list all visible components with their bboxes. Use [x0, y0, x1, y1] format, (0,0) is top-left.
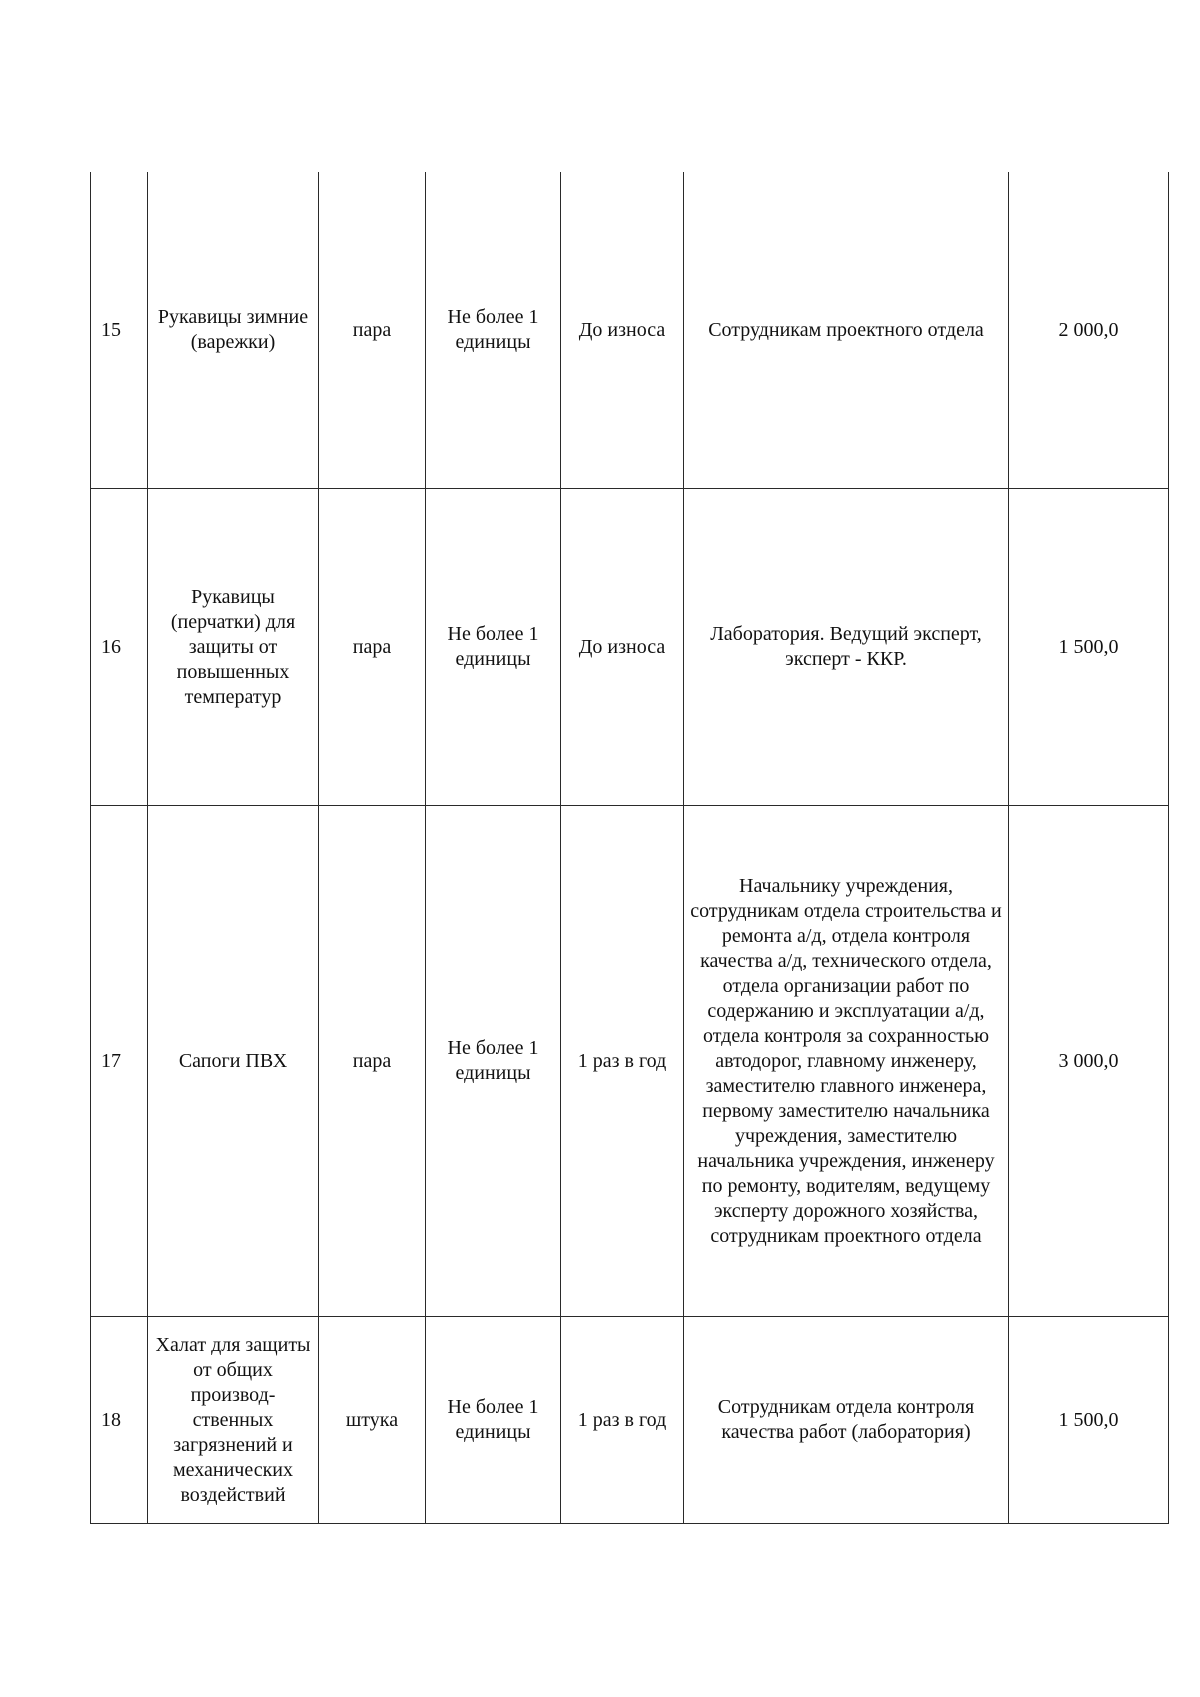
quantity: Не более 1 единицы	[426, 1317, 561, 1524]
price: 2 000,0	[1009, 172, 1169, 489]
table-row	[91, 172, 1169, 489]
wear-term: До износа	[561, 489, 684, 806]
row-number: 15	[91, 172, 148, 489]
price: 3 000,0	[1009, 806, 1169, 1317]
unit: пара	[319, 172, 426, 489]
row-number: 17	[91, 806, 148, 1317]
recipients: Сотрудникам отдела контроля качества работ (лаборатория)	[684, 1317, 1009, 1524]
wear-term: 1 раз в год	[561, 1317, 684, 1524]
price: 1 500,0	[1009, 489, 1169, 806]
quantity: Не более 1 единицы	[426, 806, 561, 1317]
row-number: 16	[91, 489, 148, 806]
item-name: Рукавицы (перчатки) для защиты от повышенных температур	[148, 489, 319, 806]
quantity: Не более 1 единицы	[426, 489, 561, 806]
wear-term: До износа	[561, 172, 684, 489]
table-row	[91, 489, 1169, 806]
quantity: Не более 1 единицы	[426, 172, 561, 489]
ppe-norms-table	[90, 172, 1169, 1524]
table-row	[91, 806, 1169, 1317]
item-name: Сапоги ПВХ	[148, 806, 319, 1317]
unit: пара	[319, 489, 426, 806]
recipients: Начальнику учреждения, сотрудникам отдела строительства и ремонта а/д, отдела контроля качества а/д, технического отдела, отдела организации работ по содержанию и эксплуатации а/д, отдела контроля за сохранностью автодорог, главному инженеру, заместителю главного инженера, первому заместителю начальника учреждения, заместителю начальника учреждения, инженеру по ремонту, водителям, ведущему эксперту дорожного хозяйства, сотрудникам проектного отдела	[684, 806, 1009, 1317]
recipients: Сотрудникам проектного отдела	[684, 172, 1009, 489]
price: 1 500,0	[1009, 1317, 1169, 1524]
row-number: 18	[91, 1317, 148, 1524]
unit: штука	[319, 1317, 426, 1524]
table-row	[91, 1317, 1169, 1524]
item-name: Халат для защиты от общих производ- ственных загрязнений и механических воздействий	[148, 1317, 319, 1524]
wear-term: 1 раз в год	[561, 806, 684, 1317]
item-name: Рукавицы зимние (варежки)	[148, 172, 319, 489]
unit: пара	[319, 806, 426, 1317]
recipients: Лаборатория. Ведущий эксперт, эксперт - ККР.	[684, 489, 1009, 806]
